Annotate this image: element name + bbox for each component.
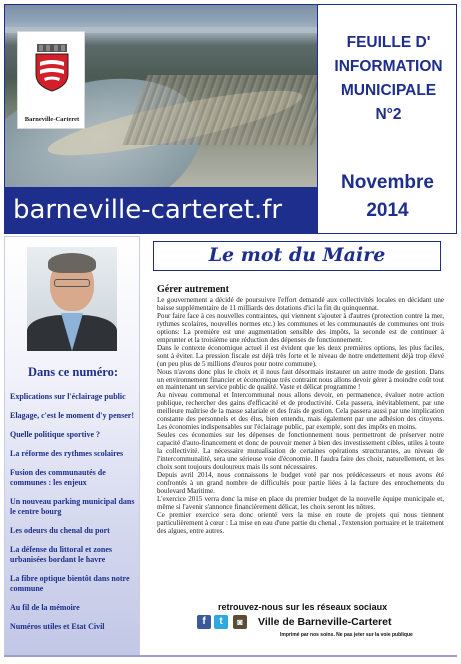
title-line-2: INFORMATION xyxy=(334,58,443,75)
article-title: Gérer autrement xyxy=(157,284,229,295)
article-paragraph: Depuis avril 2014, nous connaissons le budget voté par nos prédécesseurs et nous avons été confrontés à un grand nombre de difficultés pour partie liées à la facture des enrochements du boulevard Maritime. xyxy=(157,470,444,495)
ville-label: Ville de Barneville-Carteret xyxy=(258,616,392,628)
title-line-1: FEUILLE D' xyxy=(346,34,431,51)
toc-item[interactable]: Explications sur l'éclairage public xyxy=(10,392,126,401)
toc-item[interactable]: La fibre optique bientôt dans notre commune xyxy=(10,574,130,593)
article-paragraph: Ce premier exercice sera donc orienté vers la mise en route de projets qui nous tiennent particulièrement à cœur : La mise en eau d'une partie du chenal , l'extension portuaire et le traitement des algues, entre autres. xyxy=(157,510,444,535)
twitter-icon[interactable]: t xyxy=(214,615,228,629)
issue-month: Novembre xyxy=(341,172,434,193)
article-body xyxy=(157,297,444,536)
social-follow-text: retrouvez-nous sur les réseaux sociaux xyxy=(218,602,388,612)
website-url[interactable]: barneville-carteret.fr xyxy=(13,195,283,225)
toc-item[interactable]: Elagage, c'est le moment d'y penser! xyxy=(10,411,134,420)
coat-of-arms-icon xyxy=(34,44,70,92)
toc-item[interactable]: Au fil de la mémoire xyxy=(10,603,80,612)
article-paragraph: Nous n'avons donc plus le choix et il nous faut désormais instaurer un autre mode de gestion. Dans un environnement financier et économique très contraint nous allons devoir gérer à moindre coût tout en maintenant un service public de qualité. Vaste et délicat programme ! xyxy=(157,367,444,392)
toc-item[interactable]: La réforme des rythmes scolaires xyxy=(10,449,124,458)
editorial-heading-box xyxy=(153,241,441,271)
toc-item[interactable]: Quelle politique sportive ? xyxy=(10,430,100,439)
title-line-3: MUNICIPALE xyxy=(340,82,437,99)
editorial-heading: Le mot du Maire xyxy=(208,244,386,266)
toc-item[interactable]: Fusion des communautés de communes : les enjeux xyxy=(10,468,106,487)
article-paragraph: L'exercice 2015 verra donc la mise en place du premier budget de la nouvelle équipe municipale et, même si l'avenir s'annonce financièrement délicat, les choix seront les nôtres. xyxy=(157,494,444,511)
logo-label: Barneville-Carteret xyxy=(24,116,80,123)
issue-year: 2014 xyxy=(366,200,409,221)
article-paragraph: Dans le contexte économique actuel il est évident que les deux premières options, les plus faciles, sont à éviter. La pression fiscale est déjà très forte et le niveau de notre endettement déjà trop élevé (un peu plus de 5 millions d'euros pour notre commune). xyxy=(157,343,444,368)
toc-item[interactable]: La défense du littoral et zones urbanisées bordant le havre xyxy=(10,545,112,564)
facebook-icon[interactable]: f xyxy=(197,615,211,629)
mayor-portrait xyxy=(27,247,117,351)
sidebar xyxy=(4,236,140,656)
toc-item[interactable]: Un nouveau parking municipal dans le centre bourg xyxy=(10,497,135,516)
issue-number: N°2 xyxy=(375,106,402,123)
article-paragraph: Le gouvernement a décidé de poursuivre l'effort demandé aux collectivités locales en décidant une baisse supplémentaire de 11 milliards des dotations d'ici la fin du quinquennat. xyxy=(157,296,444,312)
print-notice: Imprimé par nos soins. Ne pas jeter sur la voie publique xyxy=(280,632,413,638)
article-paragraph: Pour faire face à ces nouvelles contraintes, qui viennent s'ajouter à d'autres (protection contre la mer, rythmes scolaires, nouvelles normes etc.) les communes et les communautés de communes ont trois options: La première est une augmentation sensible des impôts, la seconde est de continuer à emprunter et la troisième une réduction des dépenses de fonctionnement. xyxy=(157,311,444,344)
bottom-divider xyxy=(4,655,457,657)
table-of-contents xyxy=(10,392,138,632)
toc-item[interactable]: Les odeurs du chenal du port xyxy=(10,526,110,535)
article-paragraph: Seules ces économies sur les dépenses de fonctionnement nous permettront de préserver notre capacité d'auto-financement et donc de pouvoir mener à bien des investissement cibles, utiles à toute la collectivité. La nécessaire mutualisation de certaines opérations structurantes, au niveau de l'intercommunalité, sera une sérieuse voie d'économie. Il faudra faire des choix, naturellement, et les choix sont toujours douloureux mais ils sont nécessaires. xyxy=(157,431,444,472)
article-paragraph: Au niveau communal et Intercommunal nous allons devoir, en permanence, évaluer notre action publique, rechercher des gains d'efficacité et de productivité. Cela passera, inévitablement, par une meilleure maîtrise de la masse salariale et des frais de gestion. Cela passera aussi par une implication constante des personnels et des élus, bien entendu, mais également par une adhésion des citoyens. Les économies indispensables sur l'éclairage public, par exemple, sont des impôts en moins. xyxy=(157,391,444,432)
instagram-icon[interactable]: ◙ xyxy=(233,615,247,629)
header xyxy=(4,4,457,234)
town-logo xyxy=(17,31,85,129)
toc-item[interactable]: Numéros utiles et Etat Civil xyxy=(10,622,105,631)
toc-title: Dans ce numéro: xyxy=(27,365,119,379)
